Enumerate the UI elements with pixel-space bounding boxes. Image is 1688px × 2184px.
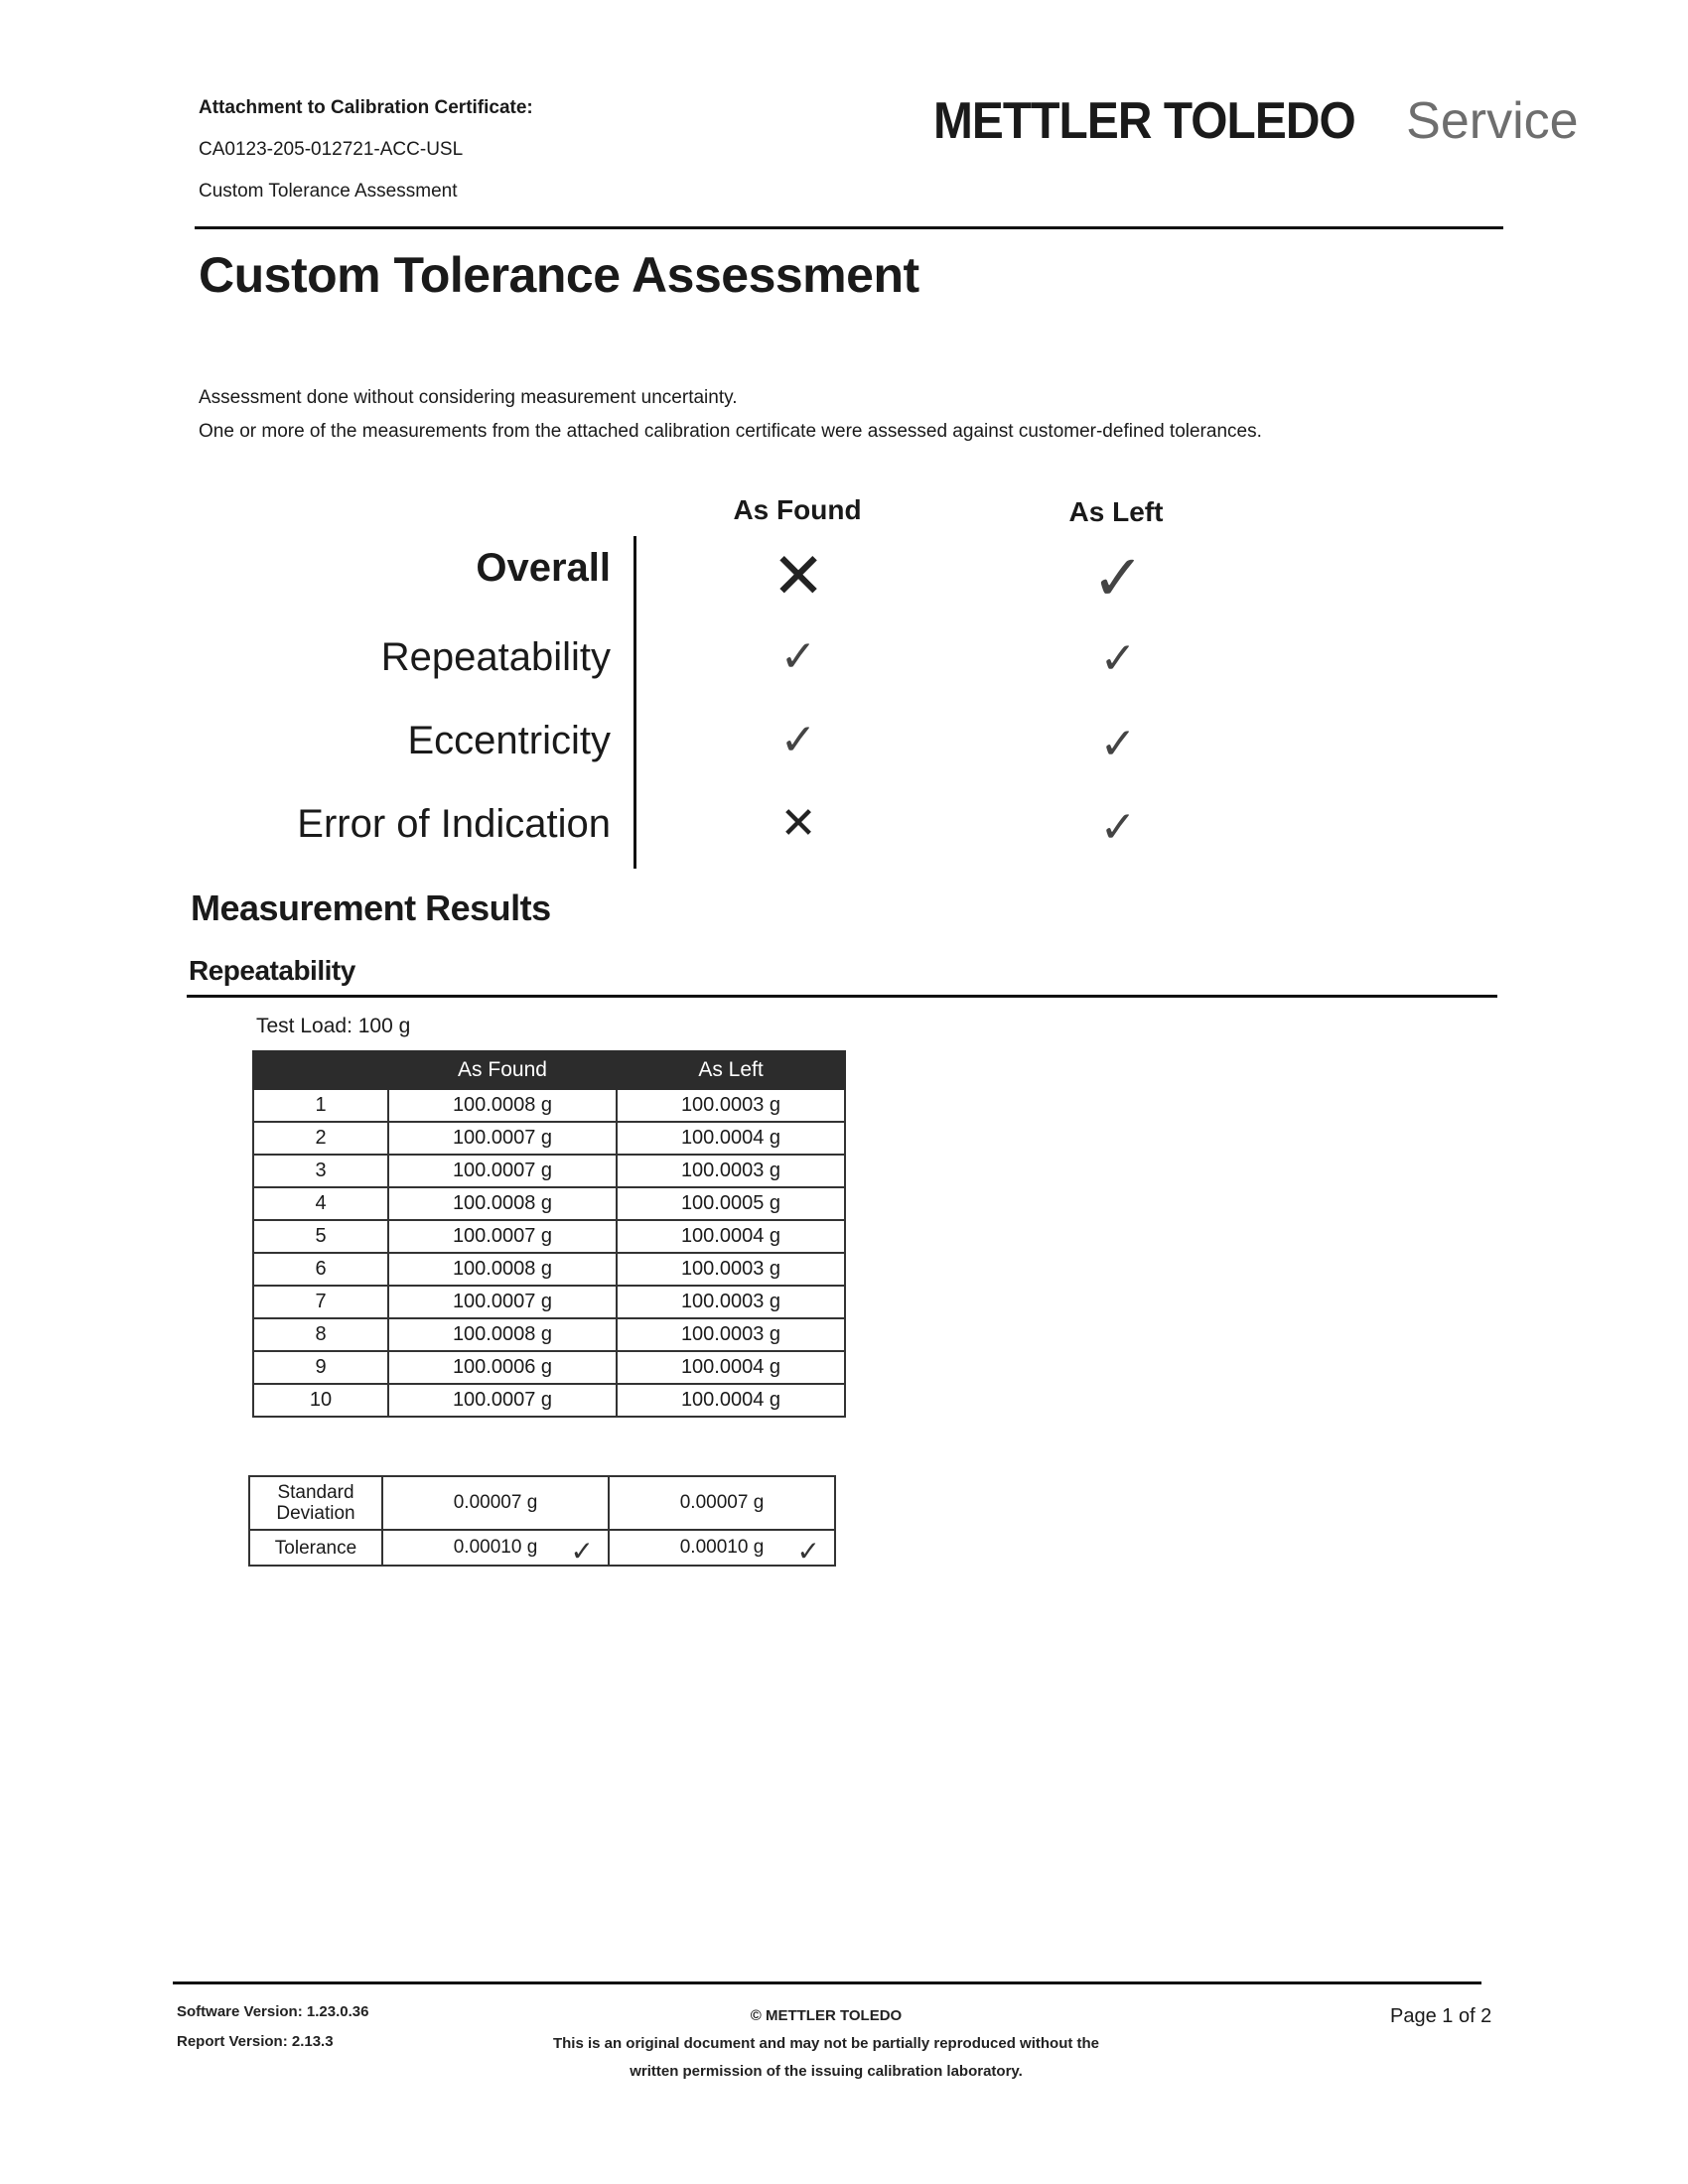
row-index: 9 <box>253 1351 388 1384</box>
test-load-label: Test Load: 100 g <box>256 1015 411 1037</box>
table-row <box>253 1122 845 1155</box>
summary-label-error-of-indication: Error of Indication <box>297 802 611 846</box>
table-row <box>253 1286 845 1318</box>
eccentricity-as-found-check-icon: ✓ <box>779 716 817 764</box>
logo-suffix: Service <box>1406 92 1579 150</box>
summary-label-repeatability: Repeatability <box>380 635 611 679</box>
header-divider <box>195 226 1503 229</box>
table-row <box>253 1318 845 1351</box>
table-row <box>253 1220 845 1253</box>
as-found-value: 100.0008 g <box>388 1089 617 1122</box>
table-row <box>253 1187 845 1220</box>
std-as-left-value: 0.00007 g <box>609 1476 835 1530</box>
report-version: Report Version: 2.13.3 <box>177 2033 334 2050</box>
as-found-value: 100.0007 g <box>388 1384 617 1417</box>
std-deviation-row <box>249 1476 835 1530</box>
row-index: 6 <box>253 1253 388 1286</box>
page-title: Custom Tolerance Assessment <box>199 247 919 303</box>
std-label-line-2: Deviation <box>276 1503 355 1524</box>
summary-divider <box>633 536 636 869</box>
footer-notice-line-2: written permission of the issuing calibration laboratory. <box>630 2063 1023 2080</box>
intro-line-1: Assessment done without considering measurement uncertainty. <box>199 387 738 408</box>
row-index: 1 <box>253 1089 388 1122</box>
row-index: 5 <box>253 1220 388 1253</box>
as-left-value: 100.0004 g <box>617 1220 845 1253</box>
certificate-number: CA0123-205-012721-ACC-USL <box>199 139 464 160</box>
table-row <box>253 1155 845 1187</box>
table-header-row <box>253 1051 845 1089</box>
tolerance-as-left-cell <box>609 1530 835 1566</box>
footer-notice-line-1: This is an original document and may not be partially reproduced without the <box>552 2035 1100 2052</box>
row-index: 4 <box>253 1187 388 1220</box>
table-row <box>253 1253 845 1286</box>
measurement-results-title: Measurement Results <box>191 887 551 928</box>
tolerance-as-found-value: 0.00010 g <box>453 1537 538 1558</box>
tolerance-label: Tolerance <box>249 1530 382 1566</box>
error-of-indication-as-found-cross-icon: ✕ <box>779 799 817 848</box>
row-index: 2 <box>253 1122 388 1155</box>
tolerance-as-found-check-icon: ✓ <box>570 1536 594 1567</box>
std-deviation-label <box>249 1476 382 1530</box>
row-index: 7 <box>253 1286 388 1318</box>
tolerance-as-left-value: 0.00010 g <box>679 1537 765 1558</box>
as-found-value: 100.0007 g <box>388 1220 617 1253</box>
as-left-value: 100.0003 g <box>617 1286 845 1318</box>
as-left-value: 100.0003 g <box>617 1253 845 1286</box>
repeatability-as-left-check-icon: ✓ <box>1099 634 1137 683</box>
overall-as-left-check-icon: ✓ <box>1091 542 1145 614</box>
std-as-found-value: 0.00007 g <box>382 1476 609 1530</box>
summary-label-overall: Overall <box>476 546 611 590</box>
footer-copyright: © METTLER TOLEDO <box>750 2007 903 2024</box>
as-left-value: 100.0004 g <box>617 1351 845 1384</box>
as-found-value: 100.0008 g <box>388 1253 617 1286</box>
attachment-label: Attachment to Calibration Certificate: <box>199 97 533 118</box>
overall-as-found-cross-icon: ✕ <box>772 540 825 612</box>
col-index-header <box>253 1051 388 1089</box>
row-index: 10 <box>253 1384 388 1417</box>
as-found-value: 100.0008 g <box>388 1187 617 1220</box>
as-left-value: 100.0003 g <box>617 1089 845 1122</box>
intro-line-2: One or more of the measurements from the attached calibration certificate were assessed against customer-defined tolerances. <box>199 421 1262 442</box>
software-version: Software Version: 1.23.0.36 <box>177 2003 369 2020</box>
as-left-value: 100.0005 g <box>617 1187 845 1220</box>
as-found-value: 100.0007 g <box>388 1155 617 1187</box>
as-found-value: 100.0008 g <box>388 1318 617 1351</box>
repeatability-section-title: Repeatability <box>189 955 355 986</box>
repeatability-as-found-check-icon: ✓ <box>779 632 817 681</box>
as-found-value: 100.0006 g <box>388 1351 617 1384</box>
as-found-value: 100.0007 g <box>388 1286 617 1318</box>
summary-label-eccentricity: Eccentricity <box>407 719 611 762</box>
summary-col-as-left: As Left <box>1068 496 1164 527</box>
row-index: 3 <box>253 1155 388 1187</box>
as-found-value: 100.0007 g <box>388 1122 617 1155</box>
tolerance-row <box>249 1530 835 1566</box>
row-index: 8 <box>253 1318 388 1351</box>
company-logo <box>933 92 1579 150</box>
logo-brand: METTLER TOLEDO <box>933 92 1355 150</box>
as-left-value: 100.0004 g <box>617 1384 845 1417</box>
document-subtitle: Custom Tolerance Assessment <box>199 181 458 202</box>
eccentricity-as-left-check-icon: ✓ <box>1099 720 1137 768</box>
as-left-value: 100.0003 g <box>617 1155 845 1187</box>
page-number: Page 1 of 2 <box>1390 2005 1492 2027</box>
error-of-indication-as-left-check-icon: ✓ <box>1099 803 1137 852</box>
summary-col-as-found: As Found <box>733 494 862 525</box>
as-left-value: 100.0004 g <box>617 1122 845 1155</box>
tolerance-as-left-check-icon: ✓ <box>796 1536 820 1567</box>
tolerance-as-found-cell <box>382 1530 609 1566</box>
col-as-found-header: As Found <box>388 1051 617 1089</box>
footer-divider <box>173 1981 1481 1984</box>
table-row <box>253 1089 845 1122</box>
repeatability-table <box>252 1050 846 1418</box>
statistics-table <box>248 1475 836 1567</box>
section-divider <box>187 995 1497 998</box>
col-as-left-header: As Left <box>617 1051 845 1089</box>
as-left-value: 100.0003 g <box>617 1318 845 1351</box>
table-row <box>253 1351 845 1384</box>
table-row <box>253 1384 845 1417</box>
std-label-line-1: Standard <box>277 1482 354 1503</box>
